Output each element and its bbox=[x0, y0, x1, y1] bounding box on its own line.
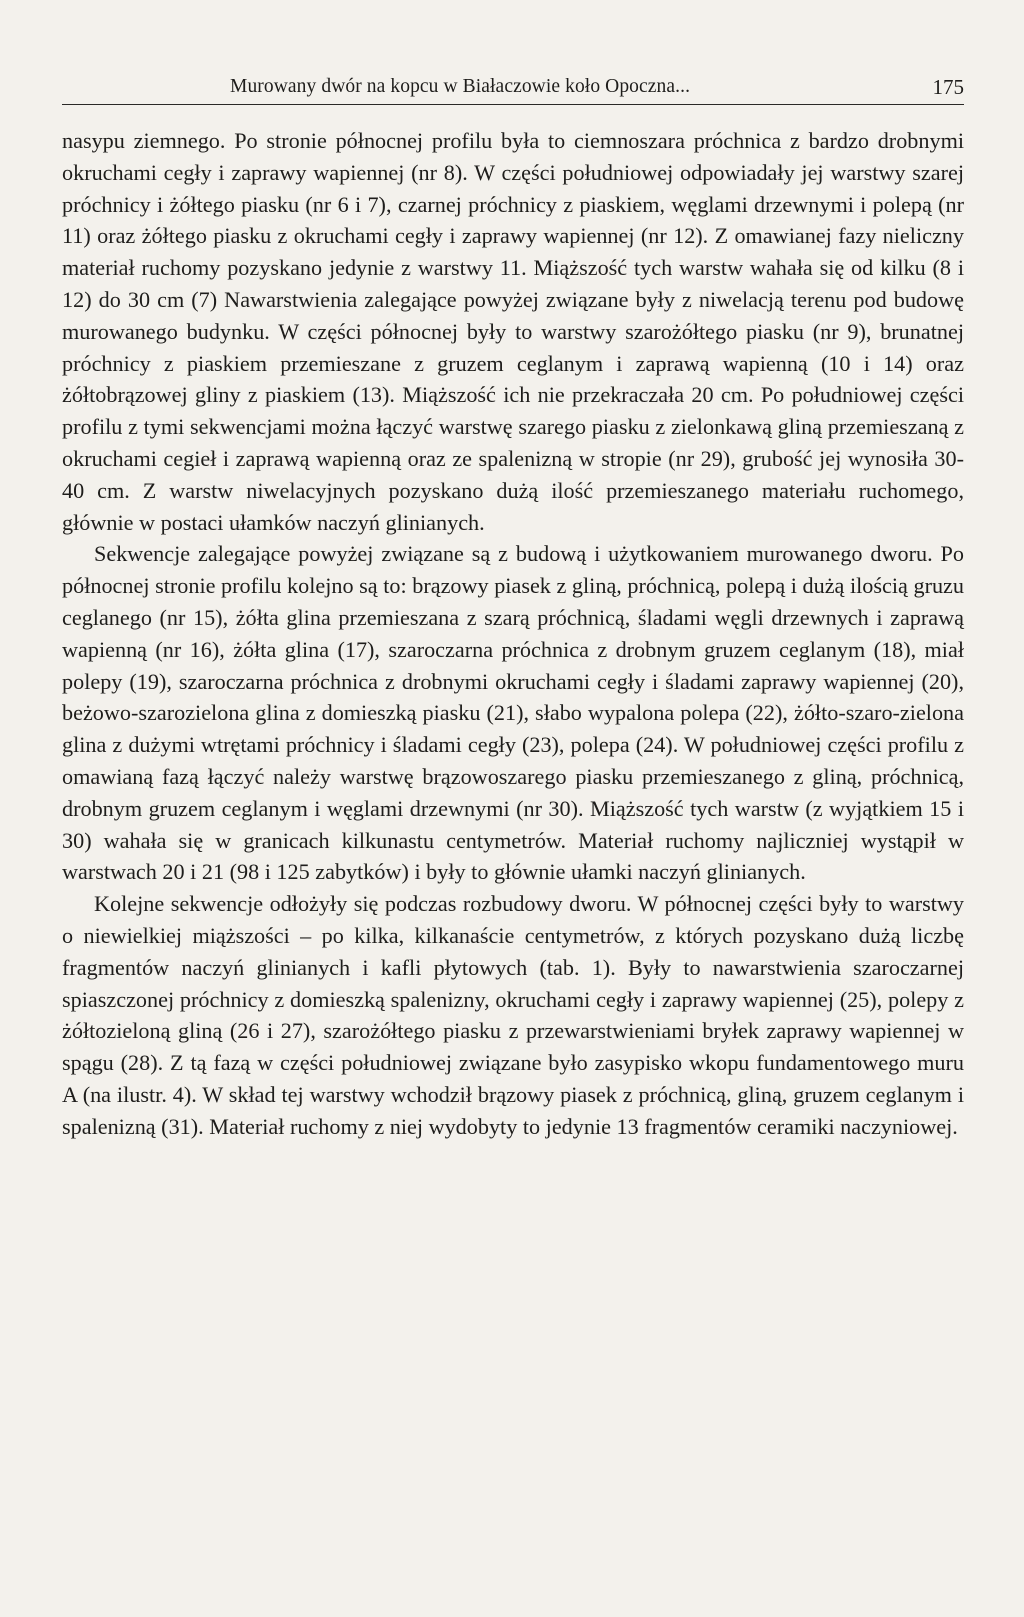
running-title: Murowany dwór na kopcu w Białaczowie koło Opoczna... bbox=[230, 76, 691, 97]
paragraph-3: Kolejne sekwencje odłożyły się podczas rozbudowy dworu. W północnej części były to warstwy o niewielkiej miąższości – po kilka, kilkanaście centymetrów, z których pozyskano dużą liczbę fragmentów naczyń glinianych i kafli płytowych (tab. 1). Były to nawarstwienia szaroczarnej spiaszczonej próchnicy z domieszką spalenizny, okruchami cegły i zaprawy wapiennej (25), polepy z żółtozieloną gliną (26 i 27), szarożółtego piasku z przewarstwieniami bryłek zaprawy wapiennej w spągu (28). Z tą fazą w części południowej związane było zasypisko wkopu fundamentowego muru A (na ilustr. 4). W skład tej warstwy wchodził brązowy piasek z próchnicą, gliną, gruzem ceglanym i spalenizną (31). Materiał ruchomy z niej wydobyty to jedynie 13 fragmentów ceramiki naczyniowej. bbox=[62, 891, 964, 1139]
running-header bbox=[62, 72, 964, 105]
page-number: 175 bbox=[932, 75, 964, 99]
paragraph-1: nasypu ziemnego. Po stronie północnej profilu była to ciemnoszara próchnica z bardzo drobnymi okruchami cegły i zaprawy wapiennej (nr 8). W części południowej odpowiadały jej warstwy szarej próchnicy i żółtego piasku (nr 6 i 7), czarnej próchnicy z piaskiem, węglami drzewnymi i polepą (nr 11) oraz żółtego piasku z okruchami cegły i zaprawy wapiennej (nr 12). Z omawianej fazy nieliczny materiał ruchomy pozyskano jedynie z warstwy 11. Miąższość tych warstw wahała się od kilku (8 i 12) do 30 cm (7) Nawarstwienia zalegające powyżej związane były z niwelacją terenu pod budowę murowanego budynku. W części północnej były to warstwy szarożółtego piasku (nr 9), brunatnej próchnicy z piaskiem przemieszane z gruzem ceglanym i zaprawą wapienną (10 i 14) oraz żółtobrązowej gliny z piaskiem (13). Miąższość ich nie przekraczała 20 cm. Po południowej części profilu z tymi sekwencjami można łączyć warstwę szarego piasku z zielonkawą gliną przemieszaną z okruchami cegieł i zaprawą wapienną oraz ze spalenizną w stropie (nr 29), grubość jej wynosiła 30-40 cm. Z warstw niwelacyjnych pozyskano dużą ilość przemieszanego materiału ruchomego, głównie w postaci ułamków naczyń glinianych. bbox=[62, 128, 964, 535]
paragraph-2: Sekwencje zalegające powyżej związane są z budową i użytkowaniem murowanego dworu. Po północnej stronie profilu kolejno są to: brązowy piasek z gliną, próchnicą, polepą i dużą ilością gruzu ceglanego (nr 15), żółta glina przemieszana z szarą próchnicą, śladami węgli drzewnych i zaprawą wapienną (nr 16), żółta glina (17), szaroczarna próchnica z drobnym gruzem ceglanym (18), miał polepy (19), szaroczarna próchnica z drobnymi okruchami cegły i śladami zaprawy wapiennej (20), beżowo-szarozielona glina z domieszką piasku (21), słabo wypalona polepa (22), żółto-szaro-zielona glina z dużymi wtrętami próchnicy i śladami cegły (23), polepa (24). W południowej części profilu z omawianą fazą łączyć należy warstwę brązowoszarego piasku przemieszanego z gliną, próchnicą, drobnym gruzem ceglanym i węglami drzewnymi (nr 30). Miąższość tych warstw (z wyjątkiem 15 i 30) wahała się w granicach kilkunastu centymetrów. Materiał ruchomy najliczniej wystąpił w warstwach 20 i 21 (98 i 125 zabytków) i były to głównie ułamki naczyń glinianych. bbox=[62, 541, 964, 885]
body-text bbox=[62, 125, 964, 1143]
